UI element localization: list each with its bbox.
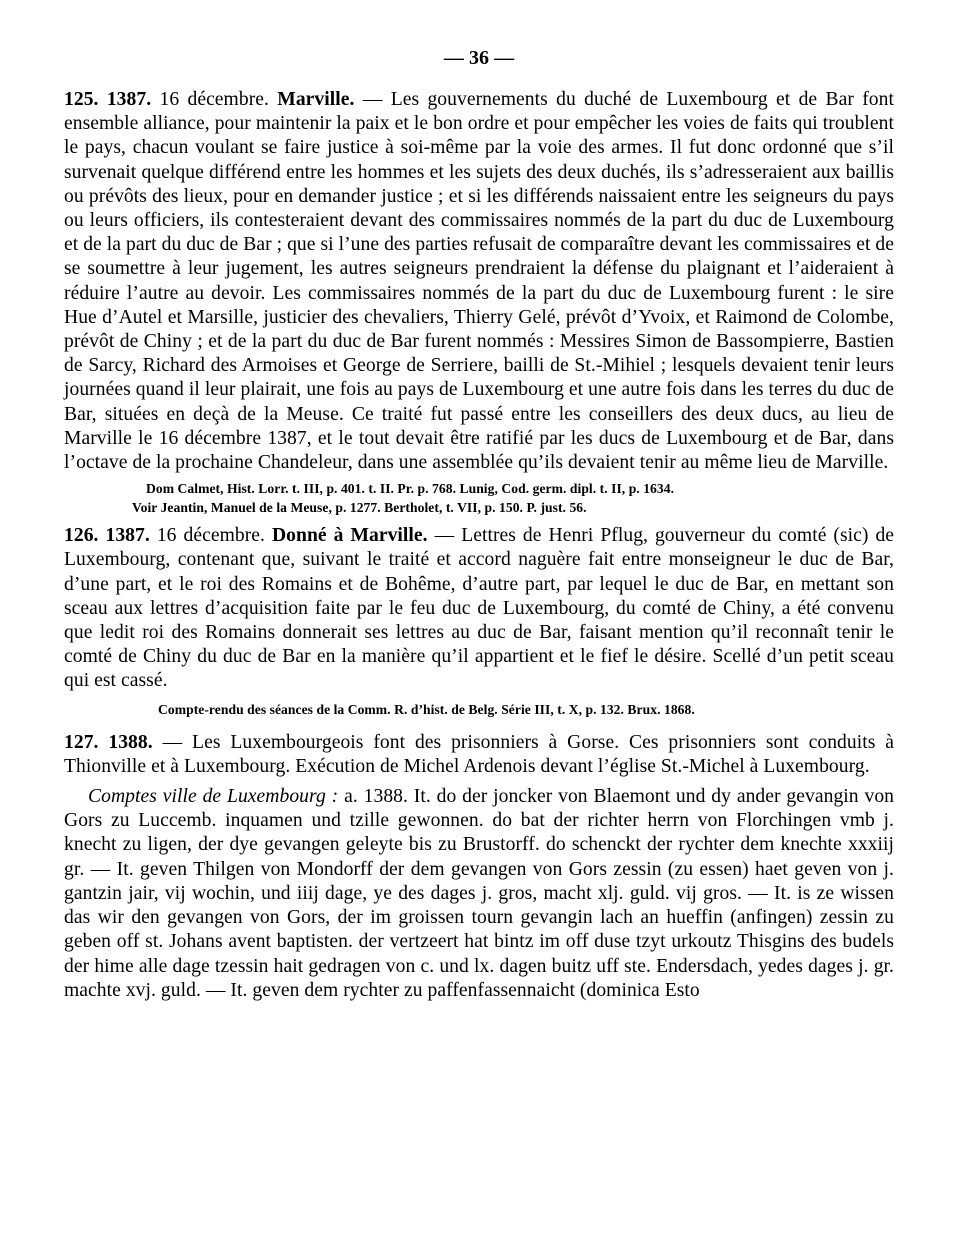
entry-place: Marville. xyxy=(277,89,355,110)
entry-year: 1388. xyxy=(108,731,153,753)
entry-body xyxy=(64,524,894,693)
quote-paragraph xyxy=(64,785,894,1003)
source-line: Compte-rendu des séances de la Comm. R. d’hist. de Belg. Série III, t. X, p. 132. Brux. 1868. xyxy=(158,701,695,717)
entry-number: 127. xyxy=(64,731,99,753)
entry-year: 1387. xyxy=(105,525,150,547)
entry-body xyxy=(64,88,894,475)
entry-127 xyxy=(64,731,894,1003)
source-line: Dom Calmet, Hist. Lorr. t. III, p. 401. t. II. Pr. p. 768. Lunig, Cod. germ. dipl. t. II, p. 1634. xyxy=(146,481,675,497)
entry-text: — Lettres de Henri Pflug, gouverneur du comté (sic) de Luxembourg, contenant que, suivant le traité et accord naguère fait entre monseigneur le duc de Bar, d’une part, et le roi des Romains et de Bohême, d’autre part, par lequel le duc de Bar, en mettant son sceau aux lettres d’acquisition faite par le feu duc de Luxembourg, du comté de Chiny, a été convenu que ledit roi des Romains donnerait ses lettres au duc de Bar, faisant mention qu’il reconnaît tenir le comté de Chiny du duc de Bar en la manière qu’il appartient et le fief le désire. Scellé d’un petit sceau qui est cassé. xyxy=(64,525,895,692)
source-citation xyxy=(64,479,894,517)
quote-label: Comptes ville de Luxembourg : xyxy=(88,786,339,808)
entry-place: Donné à Marville. xyxy=(271,525,428,547)
entry-year: 1387. xyxy=(106,89,152,110)
entry-126 xyxy=(64,524,894,718)
quote-text: a. 1388. It. do der joncker von Blaemont und dy ander gevangin von Gors zu Luccemb. inquamen und tzille gewonnen. do bat der richter herrn von Florchingen vmb j. knecht zu ligen, der dye gevangen geleyte bis zu Brustorff. do schenckt der rychter dem knechte xxxiij gr. — It. geven Thilgen von Mondorff der dem gevangen von Gors zessin (zu essen) haet geven von j. gantzin jair, vij wochin, und iiij dage, ye des dages j. gros, macht xlj. guld. vij gros. — It. is ze wissen das wir den gevangen von Gors, der im groissen tourn gevangin lach an hueffin (anfingen) zessin zu geben off st. Johans avent baptisten. der vertzeert hat bintz im off duse tzyt urkoutz Thisgins des budels der hime alle dage tzessin hait gedragen von c. und lx. dagen buitz uff ste. Endersdach, yedes dages j. gr. machte xvj. guld. — It. geven dem rychter zu paffenfassennaicht (dominica Esto xyxy=(64,786,895,1001)
source-citation xyxy=(64,700,894,719)
document-page xyxy=(64,46,894,1003)
entry-date: 16 décembre. xyxy=(156,525,265,547)
entry-125 xyxy=(64,88,894,517)
source-line: Voir Jeantin, Manuel de la Meuse, p. 1277. Bertholet, t. VII, p. 150. P. just. 56. xyxy=(132,500,587,516)
entry-date: 16 décembre. xyxy=(159,89,269,110)
entry-body xyxy=(64,731,894,779)
entry-number: 126. xyxy=(64,525,99,547)
entry-text: — Les gouvernements du duché de Luxembourg et de Bar font ensemble alliance, pour maintenir la paix et le bon ordre et pour empêcher les voies de faits qui troublent le pays, chacun voulant se faire justice à soi-même par la voie des armes. Il fut donc ordonné que s’il survenait quelque différend entre les hommes et les sujets des deux duchés, ils s’adresseraient aux baillis ou prévôts des lieux, pour en demander justice ; et si les différends naissaient entre les seigneurs du pays ou leurs officiers, ils contesteraient devant des commissaires nommés de la part du duc de Luxembourg et de la part du duc de Bar ; que si l’une des parties refusait de comparaître devant les commissaires et de se soumettre à leur jugement, les autres seigneurs prendraient la défense du plaignant et l’aideraient à réduire l’autre au devoir. Les commissaires nommés de la part du duc de Luxembourg furent : le sire Hue d’Autel et Marsille, justicier des chevaliers, Thierry Gelé, prévôt d’Yvoix, et Raimond de Colombe, prévôt de Chiny ; et de la part du duc de Bar furent nommés : Messires Simon de Bassompierre, Bastien de Sarcy, Richard des Armoises et George de Serriere, bailli de St.-Mihiel ; lesquels devaient tenir leurs journées quand il leur plairait, une fois au pays de Luxembourg et une autre fois dans les terres du duc de Bar, situées en deçà de la Meuse. Ce traité fut passé entre les conseillers des deux ducs, au lieu de Marville le 16 décembre 1387, et le tout devait être ratifié par les ducs de Luxembourg et de Bar, dans l’octave de la prochaine Chandeleur, dans une assemblée qu’ils devaient tenir au même lieu de Marville. xyxy=(64,89,894,474)
entry-number: 125. xyxy=(64,89,99,110)
page-number: — 36 — xyxy=(443,47,515,69)
entry-text: — Les Luxembourgeois font des prisonniers à Gorse. Ces prisonniers sont conduits à Thionville et à Luxembourg. Exécution de Michel Ardenois devant l’église St.-Michel à Luxembourg. xyxy=(64,731,894,777)
